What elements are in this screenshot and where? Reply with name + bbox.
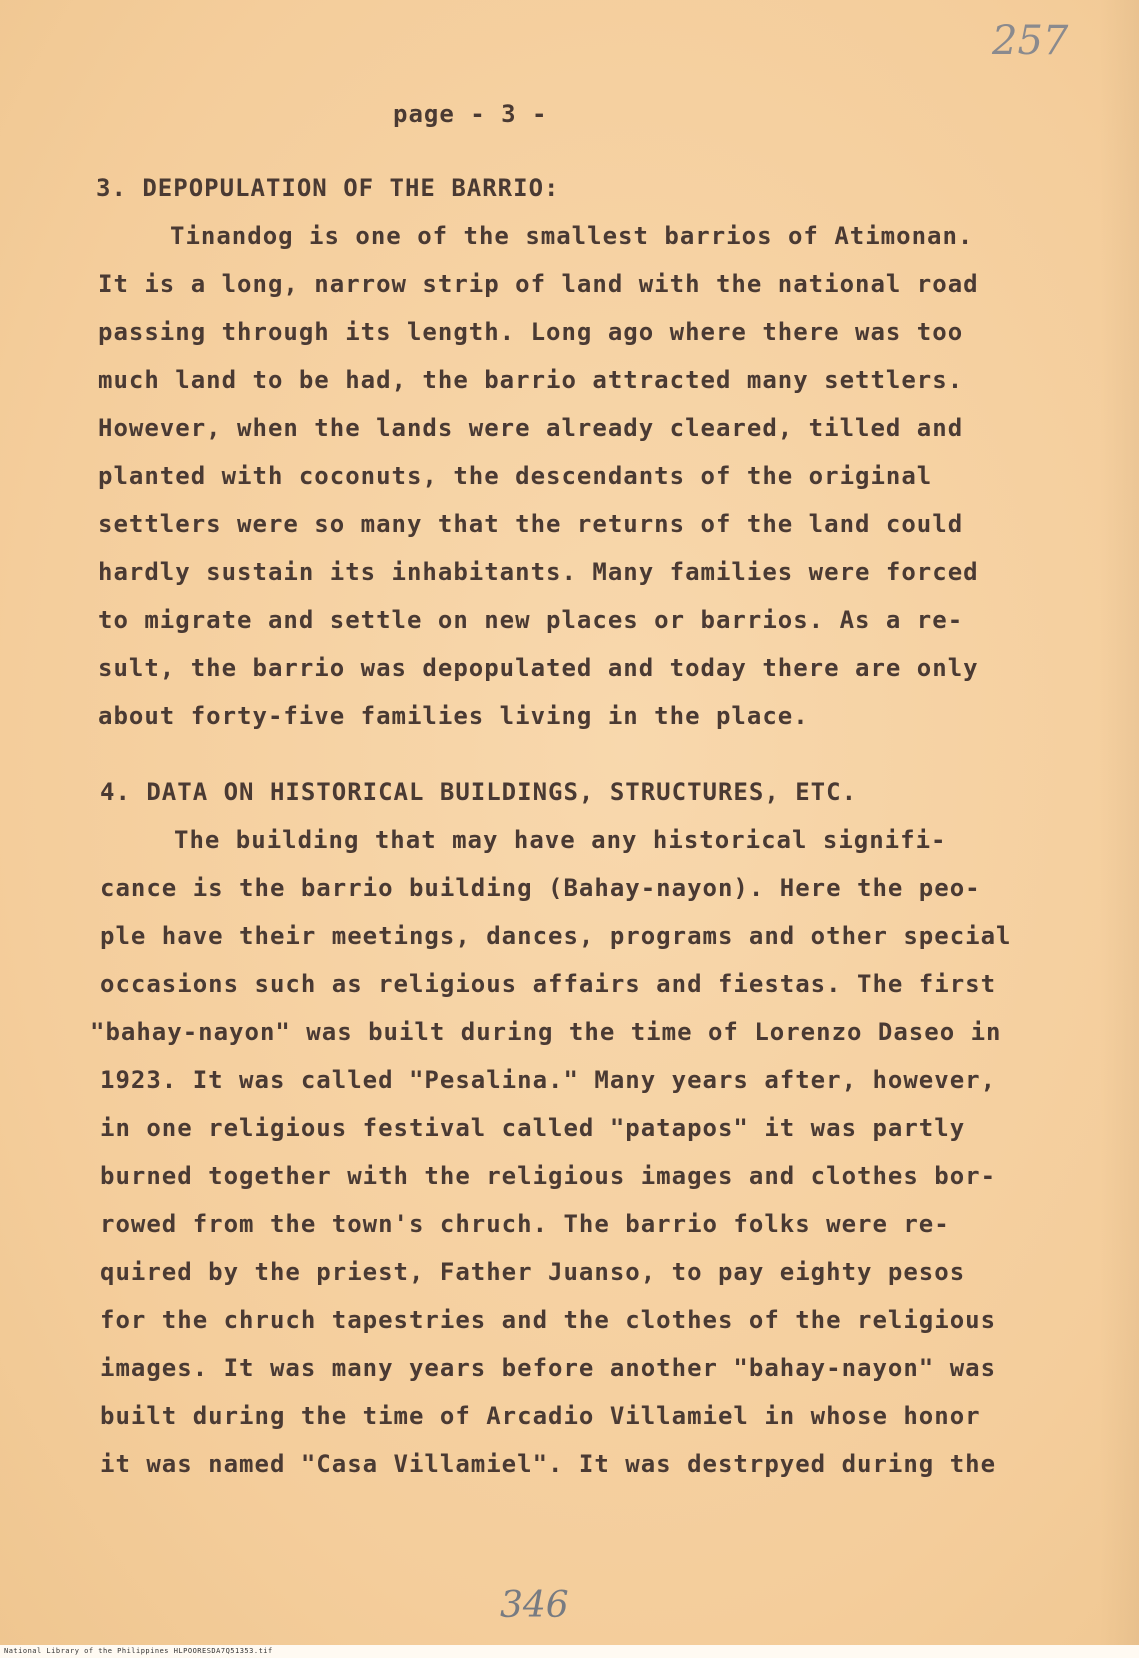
section-3-line: to migrate and settle on new places or barrios. As a re- — [98, 606, 964, 634]
section-4-line: occasions such as religious affairs and fiestas. The first — [100, 970, 997, 998]
section-3-line: about forty-five families living in the place. — [98, 702, 809, 730]
section-4-line: 1923. It was called "Pesalina." Many years after, however, — [100, 1066, 997, 1094]
section-3-line: much land to be had, the barrio attracted many settlers. — [98, 366, 964, 394]
section-4-line: burned together with the religious images and clothes bor- — [100, 1162, 997, 1190]
section-4-line: ple have their meetings, dances, programs and other special — [100, 922, 1012, 950]
section-4-line: "bahay-nayon" was built during the time of Lorenzo Daseo in — [90, 1018, 1002, 1046]
handwritten-page-number-bottom: 346 — [500, 1585, 569, 1626]
section-4-line: for the chruch tapestries and the clothes of the religious — [100, 1306, 997, 1334]
handwritten-page-number-top: 257 — [992, 18, 1069, 64]
section-4-line: The building that may have any historical signifi- — [174, 826, 947, 854]
section-4-line: built during the time of Arcadio Villamiel in whose honor — [100, 1402, 981, 1430]
section-3-line: However, when the lands were already cleared, tilled and — [98, 414, 964, 442]
section-3-line: It is a long, narrow strip of land with the national road — [98, 270, 979, 298]
section-3-line: Tinandog is one of the smallest barrios of Atimonan. — [170, 222, 974, 250]
section-4-line: cance is the barrio building (Bahay-nayon). Here the peo- — [100, 874, 981, 902]
section-3-line: passing through its length. Long ago where there was too — [98, 318, 964, 346]
section-4-line: in one religious festival called "patapos" it was partly — [100, 1114, 966, 1142]
section-3-line: planted with coconuts, the descendants of the original — [98, 462, 933, 490]
page-edge-shadow — [1099, 0, 1139, 1658]
section-3-line: settlers were so many that the returns of the land could — [98, 510, 964, 538]
page-header: page - 3 - — [393, 100, 548, 128]
section-3-line: sult, the barrio was depopulated and today there are only — [98, 654, 979, 682]
section-4-heading: 4. DATA ON HISTORICAL BUILDINGS, STRUCTURES, ETC. — [100, 778, 858, 806]
section-4-line: quired by the priest, Father Juanso, to pay eighty pesos — [100, 1258, 966, 1286]
section-4-line: it was named "Casa Villamiel". It was destrpyed during the — [100, 1450, 997, 1478]
section-4-line: rowed from the town's chruch. The barrio folks were re- — [100, 1210, 950, 1238]
scan-footer-caption: National Library of the Philippines HLPOORESDA7Q51353.tif — [4, 1647, 273, 1655]
section-4-line: images. It was many years before another "bahay-nayon" was — [100, 1354, 997, 1382]
section-3-heading: 3. DEPOPULATION OF THE BARRIO: — [96, 174, 560, 202]
section-3-line: hardly sustain its inhabitants. Many families were forced — [98, 558, 979, 586]
